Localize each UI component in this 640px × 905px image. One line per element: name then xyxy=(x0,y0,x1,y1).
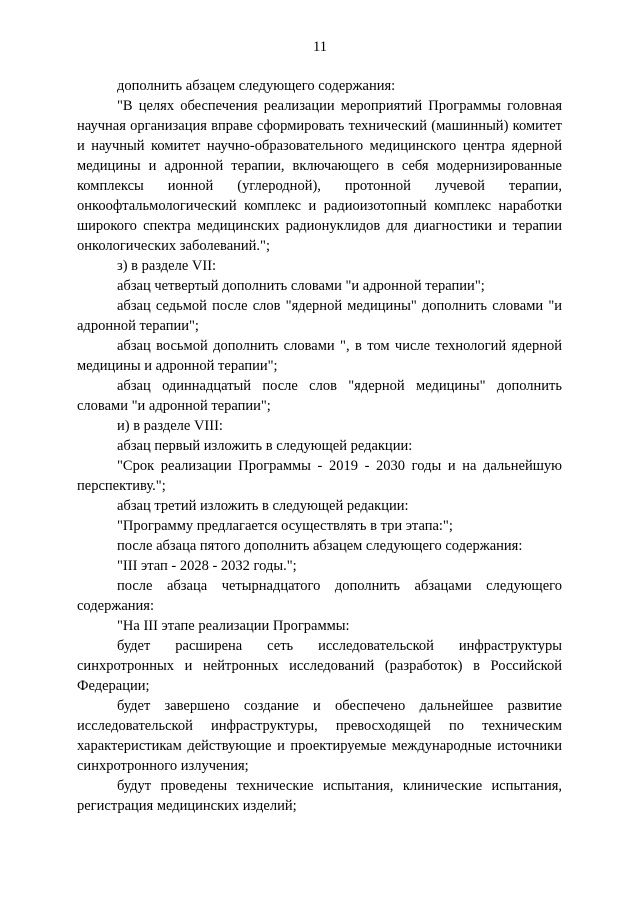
paragraph-10: "Срок реализации Программы - 2019 - 2030 годы и на дальнейшую перспективу."; xyxy=(77,458,562,494)
paragraph-14: "III этап - 2028 - 2032 годы."; xyxy=(117,558,297,574)
paragraph-4: абзац четвертый дополнить словами "и адронной терапии"; xyxy=(117,278,485,294)
paragraph-2: "В целях обеспечения реализации мероприятий Программы головная научная организация вправе сформировать технический (машинный) комитет и научный комитет научно-образовательного медицинского центра ядерной медицины и адронной терапии, включающего в себя модернизированные комплексы ионной (углеродной), протонной лучевой терапии, онкоофтальмологический комплекс и радиоизотопный комплекс наработки широкого спектра медицинских радионуклидов для диагностики и терапии онкологических заболеваний."; xyxy=(77,98,562,254)
paragraph-6: абзац восьмой дополнить словами ", в том числе технологий ядерной медицины и адронной терапии"; xyxy=(77,338,562,374)
paragraph-12: "Программу предлагается осуществлять в три этапа:"; xyxy=(117,518,453,534)
paragraph-19: будут проведены технические испытания, клинические испытания, регистрация медицинских изделий; xyxy=(77,778,562,814)
paragraph-18: будет завершено создание и обеспечено дальнейшее развитие исследовательской инфраструктуры, превосходящей по техническим характеристикам действующие и проектируемые международные источники синхротронного излучения; xyxy=(77,698,562,774)
paragraph-15: после абзаца четырнадцатого дополнить абзацами следующего содержания: xyxy=(77,578,562,614)
paragraph-13: после абзаца пятого дополнить абзацем следующего содержания: xyxy=(117,538,523,554)
paragraph-17: будет расширена сеть исследовательской инфраструктуры синхротронных и нейтронных исследований (разработок) в Российской Федерации; xyxy=(77,638,562,694)
paragraph-16: "На III этапе реализации Программы: xyxy=(117,618,350,634)
paragraph-1: дополнить абзацем следующего содержания: xyxy=(117,78,396,94)
paragraph-8: и) в разделе VIII: xyxy=(117,418,223,434)
paragraph-11: абзац третий изложить в следующей редакции: xyxy=(117,498,409,514)
paragraph-9: абзац первый изложить в следующей редакции: xyxy=(117,438,413,454)
paragraph-5: абзац седьмой после слов "ядерной медицины" дополнить словами "и адронной терапии"; xyxy=(77,298,562,334)
paragraph-7: абзац одиннадцатый после слов "ядерной медицины" дополнить словами "и адронной терапии"; xyxy=(77,378,562,414)
paragraph-3: з) в разделе VII: xyxy=(117,258,217,274)
page-number: 11 xyxy=(313,39,327,55)
document-body xyxy=(77,76,562,816)
